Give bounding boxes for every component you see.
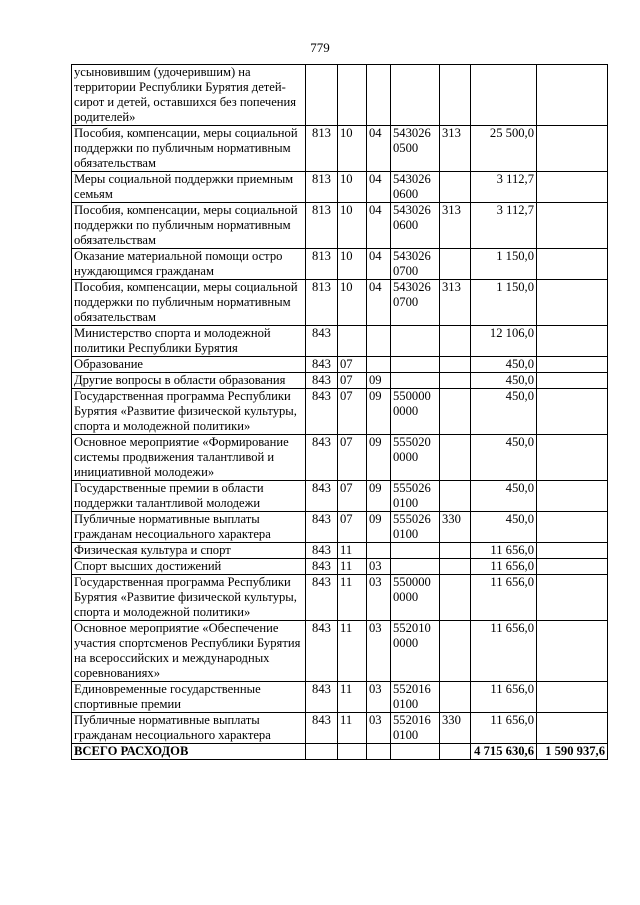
target-article-code-cell: 5550260100 bbox=[391, 512, 440, 543]
amount-cell: 11 656,0 bbox=[471, 713, 537, 744]
table-row bbox=[72, 621, 608, 682]
amount-second-cell bbox=[537, 126, 608, 172]
target-article-code-cell: 5500000000 bbox=[391, 389, 440, 435]
section-code-cell bbox=[338, 326, 367, 357]
amount-cell: 450,0 bbox=[471, 481, 537, 512]
department-code-cell: 843 bbox=[306, 326, 338, 357]
amount-cell: 1 150,0 bbox=[471, 249, 537, 280]
table-row bbox=[72, 280, 608, 326]
empty-cell bbox=[338, 744, 367, 760]
section-code-cell: 07 bbox=[338, 373, 367, 389]
expense-type-code-cell bbox=[440, 481, 471, 512]
item-name-cell: Публичные нормативные выплаты гражданам несоциального характера bbox=[72, 713, 306, 744]
section-code-cell: 10 bbox=[338, 126, 367, 172]
amount-second-cell bbox=[537, 621, 608, 682]
expense-type-code-cell: 313 bbox=[440, 126, 471, 172]
amount-cell: 450,0 bbox=[471, 435, 537, 481]
expense-type-code-cell bbox=[440, 357, 471, 373]
expense-type-code-cell bbox=[440, 435, 471, 481]
subsection-code-cell: 09 bbox=[367, 435, 391, 481]
target-article-code-cell: 5550200000 bbox=[391, 435, 440, 481]
item-name-cell: Физическая культура и спорт bbox=[72, 543, 306, 559]
subsection-code-cell: 09 bbox=[367, 481, 391, 512]
table-row bbox=[72, 65, 608, 126]
expense-type-code-cell bbox=[440, 326, 471, 357]
total-amount: 4 715 630,6 bbox=[471, 744, 537, 760]
total-label: ВСЕГО РАСХОДОВ bbox=[72, 744, 306, 760]
department-code-cell: 843 bbox=[306, 389, 338, 435]
section-code-cell: 07 bbox=[338, 512, 367, 543]
section-code-cell: 11 bbox=[338, 543, 367, 559]
department-code-cell: 813 bbox=[306, 172, 338, 203]
target-article-code-cell bbox=[391, 65, 440, 126]
amount-cell: 11 656,0 bbox=[471, 543, 537, 559]
section-code-cell: 07 bbox=[338, 481, 367, 512]
expense-type-code-cell bbox=[440, 389, 471, 435]
budget-table-body bbox=[72, 65, 608, 760]
subsection-code-cell: 03 bbox=[367, 575, 391, 621]
amount-second-cell bbox=[537, 481, 608, 512]
table-row bbox=[72, 126, 608, 172]
expense-type-code-cell: 313 bbox=[440, 280, 471, 326]
expense-type-code-cell: 330 bbox=[440, 512, 471, 543]
department-code-cell: 843 bbox=[306, 543, 338, 559]
target-article-code-cell: 5430260700 bbox=[391, 249, 440, 280]
item-name-cell: Пособия, компенсации, меры социальной поддержки по публичным нормативным обязательствам bbox=[72, 203, 306, 249]
amount-cell: 450,0 bbox=[471, 389, 537, 435]
amount-second-cell bbox=[537, 389, 608, 435]
item-name-cell: Публичные нормативные выплаты гражданам несоциального характера bbox=[72, 512, 306, 543]
target-article-code-cell: 5500000000 bbox=[391, 575, 440, 621]
section-code-cell: 10 bbox=[338, 203, 367, 249]
subsection-code-cell bbox=[367, 326, 391, 357]
subsection-code-cell: 03 bbox=[367, 621, 391, 682]
expense-type-code-cell bbox=[440, 575, 471, 621]
target-article-code-cell bbox=[391, 326, 440, 357]
table-row bbox=[72, 172, 608, 203]
section-code-cell: 11 bbox=[338, 621, 367, 682]
empty-cell bbox=[391, 744, 440, 760]
department-code-cell: 843 bbox=[306, 559, 338, 575]
department-code-cell: 843 bbox=[306, 357, 338, 373]
amount-second-cell bbox=[537, 65, 608, 126]
amount-second-cell bbox=[537, 559, 608, 575]
expense-type-code-cell: 313 bbox=[440, 203, 471, 249]
subsection-code-cell: 04 bbox=[367, 172, 391, 203]
section-code-cell: 07 bbox=[338, 389, 367, 435]
department-code-cell: 843 bbox=[306, 481, 338, 512]
target-article-code-cell bbox=[391, 559, 440, 575]
target-article-code-cell bbox=[391, 543, 440, 559]
amount-cell: 1 150,0 bbox=[471, 280, 537, 326]
section-code-cell: 10 bbox=[338, 280, 367, 326]
section-code-cell: 07 bbox=[338, 435, 367, 481]
department-code-cell: 843 bbox=[306, 373, 338, 389]
total-amount-second: 1 590 937,6 bbox=[537, 744, 608, 760]
amount-second-cell bbox=[537, 512, 608, 543]
item-name-cell: Спорт высших достижений bbox=[72, 559, 306, 575]
table-row bbox=[72, 682, 608, 713]
amount-second-cell bbox=[537, 357, 608, 373]
expense-type-code-cell bbox=[440, 621, 471, 682]
subsection-code-cell: 09 bbox=[367, 373, 391, 389]
subsection-code-cell: 03 bbox=[367, 713, 391, 744]
amount-second-cell bbox=[537, 326, 608, 357]
item-name-cell: Государственная программа Республики Бурятия «Развитие физической культуры, спорта и молодежной политики» bbox=[72, 575, 306, 621]
department-code-cell: 813 bbox=[306, 280, 338, 326]
target-article-code-cell bbox=[391, 357, 440, 373]
department-code-cell: 843 bbox=[306, 682, 338, 713]
department-code-cell: 843 bbox=[306, 713, 338, 744]
item-name-cell: Министерство спорта и молодежной политики Республики Бурятия bbox=[72, 326, 306, 357]
department-code-cell: 843 bbox=[306, 512, 338, 543]
amount-second-cell bbox=[537, 373, 608, 389]
amount-second-cell bbox=[537, 249, 608, 280]
subsection-code-cell: 04 bbox=[367, 126, 391, 172]
amount-cell: 450,0 bbox=[471, 373, 537, 389]
target-article-code-cell: 5520160100 bbox=[391, 713, 440, 744]
expense-type-code-cell: 330 bbox=[440, 713, 471, 744]
table-row bbox=[72, 326, 608, 357]
subsection-code-cell bbox=[367, 357, 391, 373]
section-code-cell: 11 bbox=[338, 713, 367, 744]
section-code-cell: 10 bbox=[338, 249, 367, 280]
target-article-code-cell: 5430260700 bbox=[391, 280, 440, 326]
amount-cell: 12 106,0 bbox=[471, 326, 537, 357]
table-row bbox=[72, 389, 608, 435]
table-row bbox=[72, 435, 608, 481]
section-code-cell: 11 bbox=[338, 682, 367, 713]
item-name-cell: Государственные премии в области поддержки талантливой молодежи bbox=[72, 481, 306, 512]
table-row bbox=[72, 575, 608, 621]
total-row bbox=[72, 744, 608, 760]
item-name-cell: Основное мероприятие «Обеспечение участия спортсменов Республики Бурятия на всероссийских и международных соревнованиях» bbox=[72, 621, 306, 682]
expense-type-code-cell bbox=[440, 543, 471, 559]
section-code-cell: 11 bbox=[338, 575, 367, 621]
target-article-code-cell: 5520160100 bbox=[391, 682, 440, 713]
item-name-cell: Пособия, компенсации, меры социальной поддержки по публичным нормативным обязательствам bbox=[72, 126, 306, 172]
department-code-cell bbox=[306, 65, 338, 126]
amount-cell: 11 656,0 bbox=[471, 682, 537, 713]
item-name-cell: Меры социальной поддержки приемным семьям bbox=[72, 172, 306, 203]
section-code-cell: 10 bbox=[338, 172, 367, 203]
subsection-code-cell bbox=[367, 543, 391, 559]
table-row bbox=[72, 357, 608, 373]
amount-cell bbox=[471, 65, 537, 126]
subsection-code-cell: 04 bbox=[367, 203, 391, 249]
subsection-code-cell: 04 bbox=[367, 280, 391, 326]
department-code-cell: 813 bbox=[306, 126, 338, 172]
subsection-code-cell: 09 bbox=[367, 512, 391, 543]
expense-type-code-cell bbox=[440, 172, 471, 203]
budget-table bbox=[71, 64, 608, 760]
table-row bbox=[72, 203, 608, 249]
subsection-code-cell: 09 bbox=[367, 389, 391, 435]
empty-cell bbox=[440, 744, 471, 760]
expense-type-code-cell bbox=[440, 373, 471, 389]
subsection-code-cell bbox=[367, 65, 391, 126]
item-name-cell: Образование bbox=[72, 357, 306, 373]
table-row bbox=[72, 481, 608, 512]
amount-cell: 11 656,0 bbox=[471, 621, 537, 682]
section-code-cell: 07 bbox=[338, 357, 367, 373]
expense-type-code-cell bbox=[440, 559, 471, 575]
page-number: 779 bbox=[310, 40, 330, 55]
amount-cell: 11 656,0 bbox=[471, 559, 537, 575]
amount-second-cell bbox=[537, 713, 608, 744]
amount-cell: 3 112,7 bbox=[471, 203, 537, 249]
department-code-cell: 843 bbox=[306, 435, 338, 481]
item-name-cell: Пособия, компенсации, меры социальной поддержки по публичным нормативным обязательствам bbox=[72, 280, 306, 326]
table-row bbox=[72, 373, 608, 389]
amount-cell: 450,0 bbox=[471, 512, 537, 543]
table-row bbox=[72, 713, 608, 744]
empty-cell bbox=[367, 744, 391, 760]
amount-second-cell bbox=[537, 543, 608, 559]
amount-second-cell bbox=[537, 575, 608, 621]
target-article-code-cell: 5520100000 bbox=[391, 621, 440, 682]
expense-type-code-cell bbox=[440, 65, 471, 126]
amount-cell: 450,0 bbox=[471, 357, 537, 373]
expense-type-code-cell bbox=[440, 682, 471, 713]
table-row bbox=[72, 543, 608, 559]
target-article-code-cell: 5550260100 bbox=[391, 481, 440, 512]
subsection-code-cell: 04 bbox=[367, 249, 391, 280]
amount-cell: 11 656,0 bbox=[471, 575, 537, 621]
empty-cell bbox=[306, 744, 338, 760]
target-article-code-cell: 5430260500 bbox=[391, 126, 440, 172]
department-code-cell: 813 bbox=[306, 203, 338, 249]
item-name-cell: Оказание материальной помощи остро нуждающимся гражданам bbox=[72, 249, 306, 280]
subsection-code-cell: 03 bbox=[367, 682, 391, 713]
department-code-cell: 813 bbox=[306, 249, 338, 280]
item-name-cell: усыновившим (удочерившим) на территории Республики Бурятия детей-сирот и детей, оставшихся без попечения родителей» bbox=[72, 65, 306, 126]
item-name-cell: Единовременные государственные спортивные премии bbox=[72, 682, 306, 713]
section-code-cell bbox=[338, 65, 367, 126]
amount-second-cell bbox=[537, 172, 608, 203]
item-name-cell: Государственная программа Республики Бурятия «Развитие физической культуры, спорта и молодежной политики» bbox=[72, 389, 306, 435]
amount-second-cell bbox=[537, 682, 608, 713]
table-row bbox=[72, 249, 608, 280]
amount-second-cell bbox=[537, 280, 608, 326]
table-row bbox=[72, 512, 608, 543]
target-article-code-cell: 5430260600 bbox=[391, 203, 440, 249]
item-name-cell: Другие вопросы в области образования bbox=[72, 373, 306, 389]
subsection-code-cell: 03 bbox=[367, 559, 391, 575]
target-article-code-cell: 5430260600 bbox=[391, 172, 440, 203]
department-code-cell: 843 bbox=[306, 621, 338, 682]
item-name-cell: Основное мероприятие «Формирование системы продвижения талантливой и инициативной молодежи» bbox=[72, 435, 306, 481]
amount-second-cell bbox=[537, 203, 608, 249]
section-code-cell: 11 bbox=[338, 559, 367, 575]
amount-second-cell bbox=[537, 435, 608, 481]
department-code-cell: 843 bbox=[306, 575, 338, 621]
expense-type-code-cell bbox=[440, 249, 471, 280]
amount-cell: 3 112,7 bbox=[471, 172, 537, 203]
target-article-code-cell bbox=[391, 373, 440, 389]
amount-cell: 25 500,0 bbox=[471, 126, 537, 172]
table-row bbox=[72, 559, 608, 575]
